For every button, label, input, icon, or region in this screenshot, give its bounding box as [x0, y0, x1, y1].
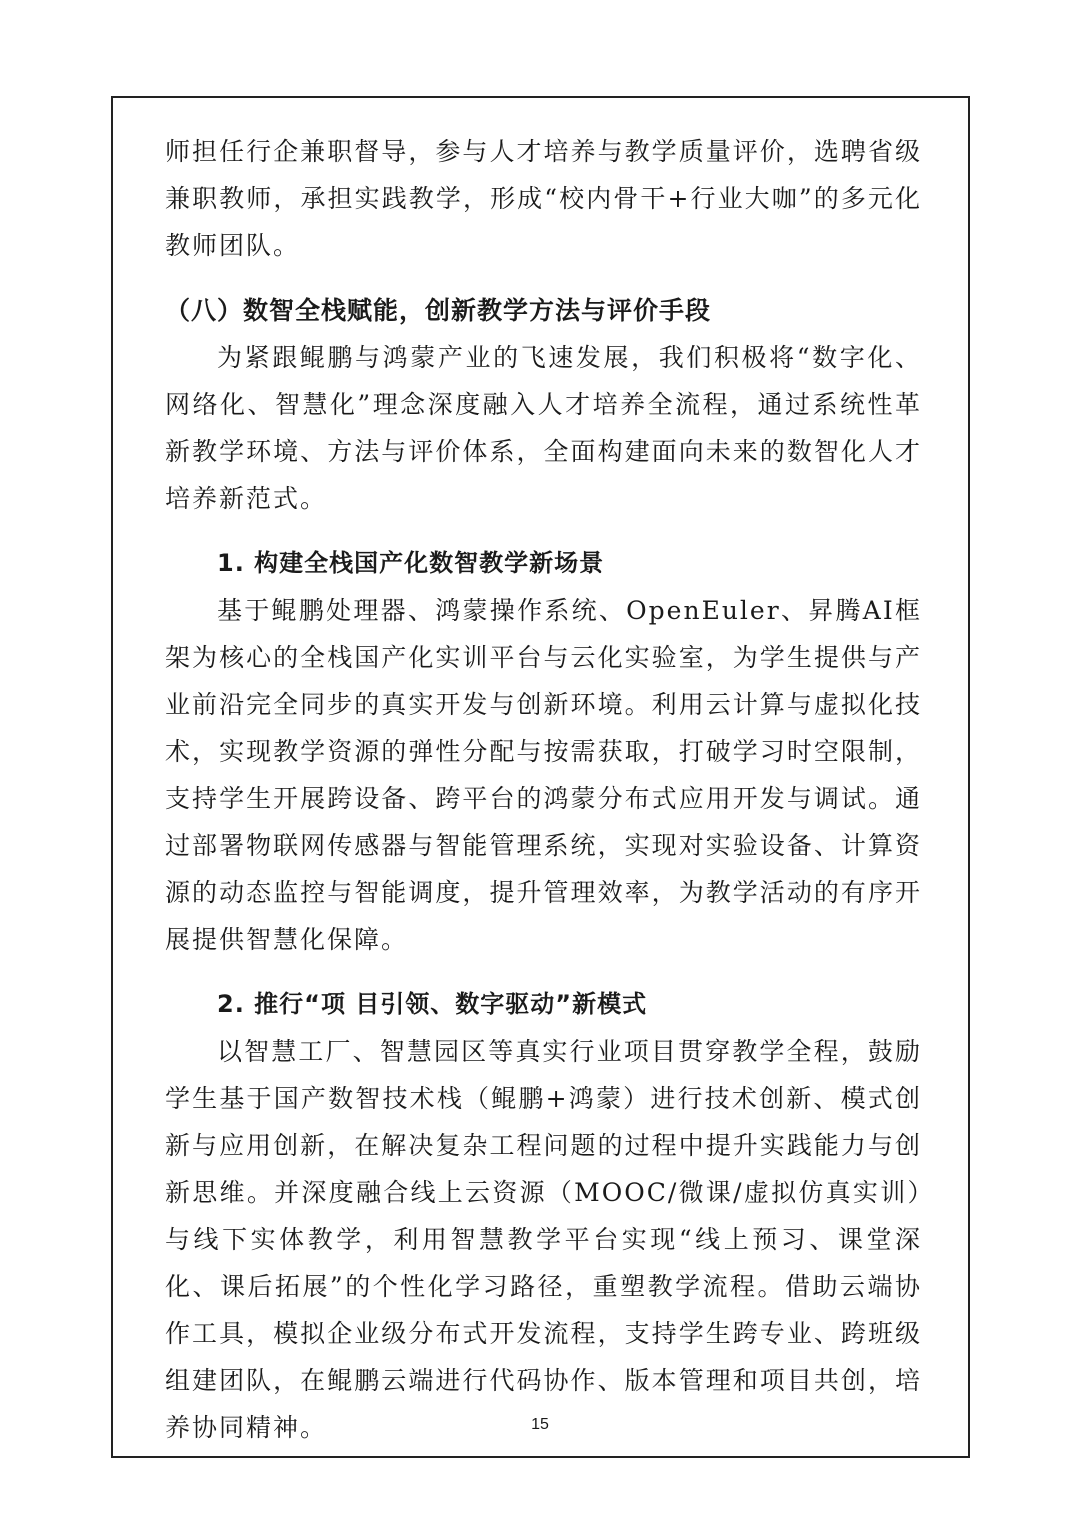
subsection-heading-1: 1. 构建全栈国产化数智教学新场景 — [217, 549, 605, 577]
section-heading: （八）数智全栈赋能，创新教学方法与评价手段 — [165, 296, 712, 325]
subsection-body-1: 基于鲲鹏处理器、鸿蒙操作系统、OpenEuler、昇腾AI框架为核心的全栈国产化实训平台与云化实验室，为学生提供与产业前沿完全同步的真实开发与创新环境。利用云计算与虚拟化技术，实现教学资源的弹性分配与按需获取，打破学习时空限制，支持学生开展跨设备、跨平台的鸿蒙分布式应用开发与调试。通过部署物联网传感器与智能管理系统，实现对实验设备、计算资源的动态监控与智能调度，提升管理效率，为教学活动的有序开展提供智慧化保障。 — [165, 596, 922, 954]
section-intro-paragraph: 为紧跟鲲鹏与鸿蒙产业的飞速发展，我们积极将“数字化、网络化、智慧化”理念深度融入人才培养全流程，通过系统性革新教学环境、方法与评价体系，全面构建面向未来的数智化人才培养新范式。 — [165, 343, 922, 513]
subsection-heading-2: 2. 推行“项 目引领、数字驱动”新模式 — [217, 990, 648, 1018]
continuation-paragraph: 师担任行企兼职督导，参与人才培养与教学质量评价，选聘省级兼职教师，承担实践教学，形成“校内骨干+行业大咖”的多元化教师团队。 — [165, 137, 922, 260]
document-body — [165, 128, 922, 1451]
page-number: 15 — [531, 1416, 549, 1433]
subsection-body-2: 以智慧工厂、智慧园区等真实行业项目贯穿教学全程，鼓励学生基于国产数智技术栈（鲲鹏+鸿蒙）进行技术创新、模式创新与应用创新，在解决复杂工程问题的过程中提升实践能力与创新思维。并深度融合线上云资源（MOOC/微课/虚拟仿真实训）与线下实体教学，利用智慧教学平台实现“线上预习、课堂深化、课后拓展”的个性化学习路径，重塑教学流程。借助云端协作工具，模拟企业级分布式开发流程，支持学生跨专业、跨班级组建团队，在鲲鹏云端进行代码协作、版本管理和项目共创，培养协同精神。 — [165, 1037, 922, 1442]
